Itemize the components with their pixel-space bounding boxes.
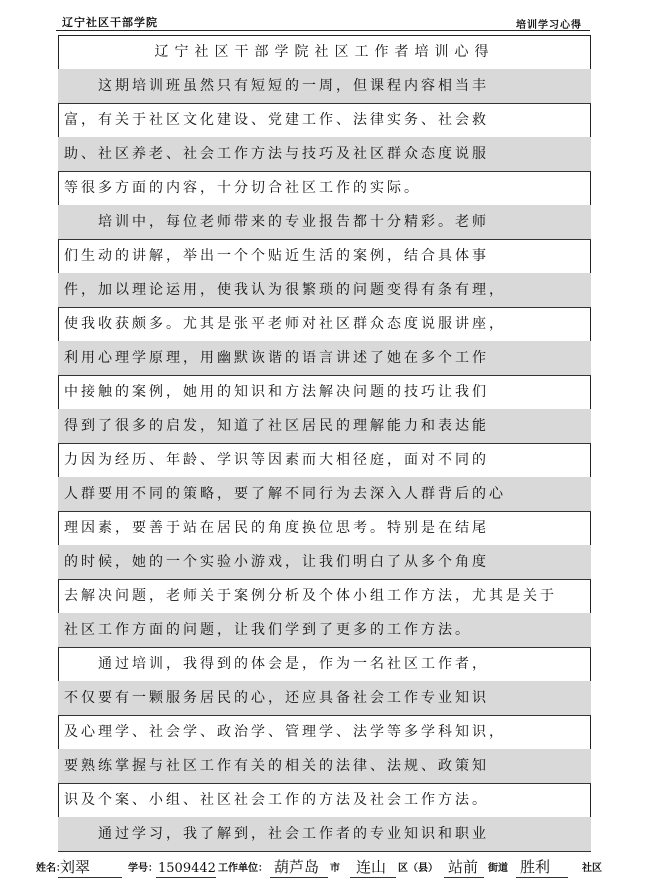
handwritten-line: 要熟练掌握与社区工作有关的相关的法律、法规、政策知: [64, 758, 489, 774]
handwritten-line: 力因为经历、年龄、学识等因素而大相径庭，面对不同的: [64, 452, 489, 468]
district-value: 连山: [356, 858, 387, 876]
text-row: [58, 749, 591, 783]
name-value: 刘翠: [60, 858, 91, 876]
district-underline: [350, 877, 396, 878]
handwritten-line: 得到了很多的启发，知道了社区居民的理解能力和表达能: [64, 418, 489, 434]
text-row: [58, 477, 591, 511]
handwritten-line: 件，加以理论运用，使我认为很繁琐的问题变得有条有理，: [64, 282, 506, 298]
handwritten-line: 通过学习，我了解到，社会工作者的专业知识和职业: [98, 826, 489, 842]
handwritten-line: 富，有关于社区文化建设、党建工作、法律实务、社会救: [64, 112, 489, 128]
handwritten-line: 们生动的讲解，举出一个个贴近生活的案例，结合具体事: [64, 248, 489, 264]
student-id-label: 学号：: [128, 863, 158, 874]
text-row: [58, 817, 591, 851]
handwritten-line: 通过培训，我得到的体会是，作为一名社区工作者，: [98, 656, 489, 672]
text-row: [58, 409, 591, 443]
district-label: 区（县）: [398, 863, 438, 874]
text-row: [58, 783, 591, 817]
community-underline: [516, 877, 568, 878]
community-value: 胜利: [520, 858, 551, 876]
street-value: 站前: [448, 858, 479, 876]
community-label: 社区: [582, 863, 602, 874]
text-row: [58, 103, 591, 137]
text-row: [58, 681, 591, 715]
handwritten-line: 社区工作方面的问题，让我们学到了更多的工作方法。: [64, 622, 472, 638]
text-row: [58, 341, 591, 375]
text-row: [58, 273, 591, 307]
text-row: [58, 69, 591, 103]
handwritten-line: 助、社区养老、社会工作方法与技巧及社区群众态度说服: [64, 146, 489, 162]
handwritten-line: 的时候，她的一个实验小游戏，让我们明白了从多个角度: [64, 554, 489, 570]
document-type-header: 培训学习心得: [516, 20, 582, 31]
city-underline: [270, 877, 328, 878]
name-label: 姓名：: [36, 863, 66, 874]
student-info-footer: [36, 858, 614, 880]
institution-header: 辽宁社区干部学院: [62, 16, 158, 29]
handwritten-line: 去解决问题，老师关于案例分析及个体小组工作方法，尤其是关于: [64, 588, 557, 604]
header-rule: [56, 30, 590, 31]
report-title: 辽宁社区干部学院社区工作者培训心得: [154, 44, 495, 60]
handwritten-line: 利用心理学原理，用幽默诙谐的语言讲述了她在多个工作: [64, 350, 489, 366]
handwritten-line: 中接触的案例，她用的知识和方法解决问题的技巧让我们: [64, 384, 489, 400]
student-id-underline: [156, 877, 216, 878]
student-id-value: 1509442: [158, 861, 216, 876]
handwritten-line: 理因素，要善于站在居民的角度换位思考。特别是在结尾: [64, 520, 489, 536]
handwritten-line: 不仅要有一颗服务居民的心，还应具备社会工作专业知识: [64, 690, 489, 706]
text-row: [58, 545, 591, 579]
text-row: [58, 171, 591, 205]
handwritten-line: 培训中，每位老师带来的专业报告都十分精彩。老师: [98, 214, 489, 230]
street-underline: [444, 877, 484, 878]
text-row: [58, 511, 591, 545]
text-row: [58, 579, 591, 613]
text-row: [58, 137, 591, 171]
text-row: [58, 239, 591, 273]
street-label: 街道: [488, 863, 508, 874]
text-row: [58, 613, 591, 647]
text-row: [58, 443, 591, 477]
handwritten-line: 使我收获颇多。尤其是张平老师对社区群众态度说服讲座，: [64, 316, 506, 332]
handwritten-line: 等很多方面的内容，十分切合社区工作的实际。: [64, 180, 421, 196]
text-row: [58, 205, 591, 239]
handwritten-line: 人群要用不同的策略，要了解不同行为去深入人群背后的心: [64, 486, 506, 502]
text-row: [58, 715, 591, 749]
work-unit-label: 工作单位：: [218, 863, 268, 874]
ruled-line: [58, 851, 591, 852]
text-row: [58, 307, 591, 341]
text-row: [58, 375, 591, 409]
handwritten-line: 识及个案、小组、社区社会工作的方法及社会工作方法。: [64, 792, 489, 808]
city-label: 市: [330, 863, 340, 874]
title-row: [58, 35, 591, 69]
handwritten-line: 这期培训班虽然只有短短的一周，但课程内容相当丰: [98, 78, 489, 94]
text-row: [58, 647, 591, 681]
name-underline: [58, 877, 122, 878]
city-value: 葫芦岛: [274, 858, 320, 876]
handwritten-line: 及心理学、社会学、政治学、管理学、法学等多学科知识，: [64, 724, 506, 740]
